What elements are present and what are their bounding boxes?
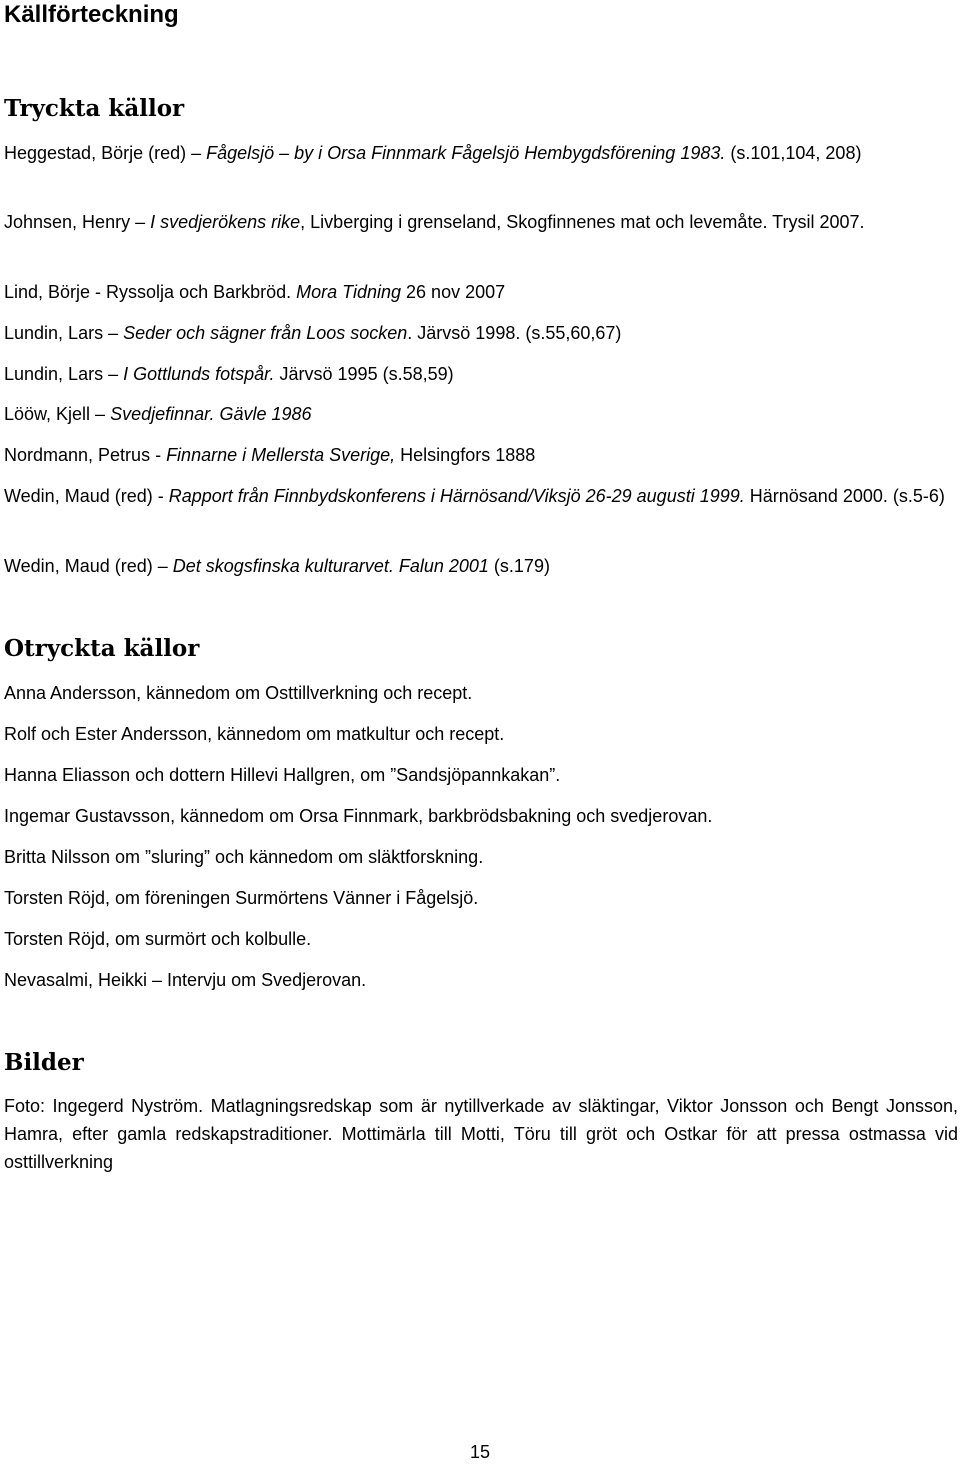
source-item: Ingemar Gustavsson, kännedom om Orsa Finnmark, barkbrödsbakning och svedjerovan. [4,806,713,826]
heading-unprinted-sources: Otryckta källor [4,635,200,662]
reference-item: Wedin, Maud (red) – Det skogsfinska kulturarvet. Falun 2001 (s.179) [4,556,550,576]
page-title: Källförteckning [4,1,179,28]
heading-images: Bilder [4,1049,84,1076]
reference-item: Lööw, Kjell – Svedjefinnar. Gävle 1986 [4,404,312,424]
heading-printed-sources: Tryckta källor [4,95,185,122]
images-caption: Foto: Ingegerd Nyström. Matlagningsredskap som är nytillverkade av släktingar, Viktor Jonsson och Bengt Jonsson, Hamra, efter gamla redskapstraditioner. Mottimärla till Motti, Töru till gröt och Ostkar för att pressa ostmassa vid osttillverkning [4,1096,958,1172]
page-number: 15 [469,1442,491,1462]
source-item: Torsten Röjd, om föreningen Surmörtens Vänner i Fågelsjö. [4,888,479,908]
reference-item: Johnsen, Henry – I svedjerökens rike, Livberging i grenseland, Skogfinnenes mat och levemåte. Trysil 2007. [4,212,865,232]
source-item: Nevasalmi, Heikki – Intervju om Svedjerovan. [4,970,367,990]
source-item: Torsten Röjd, om surmört och kolbulle. [4,929,312,949]
source-item: Rolf och Ester Andersson, kännedom om matkultur och recept. [4,724,505,744]
reference-item: Heggestad, Börje (red) – Fågelsjö – by i Orsa Finnmark Fågelsjö Hembygdsförening 1983. (s.101,104, 208) [4,143,862,163]
reference-item: Nordmann, Petrus - Finnarne i Mellersta Sverige, Helsingfors 1888 [4,445,536,465]
reference-item: Lundin, Lars – I Gottlunds fotspår. Järvsö 1995 (s.58,59) [4,364,454,384]
reference-item: Lind, Börje - Ryssolja och Barkbröd. Mora Tidning 26 nov 2007 [4,282,506,302]
source-item: Hanna Eliasson och dottern Hillevi Hallgren, om ”Sandsjöpannkakan”. [4,765,561,785]
source-item: Anna Andersson, kännedom om Osttillverkning och recept. [4,683,473,703]
reference-item: Wedin, Maud (red) - Rapport från Finnbydskonferens i Härnösand/Viksjö 26-29 augusti 1999. Härnösand 2000. (s.5-6) [4,486,945,506]
source-item: Britta Nilsson om ”sluring” och kännedom om släktforskning. [4,847,484,867]
reference-item: Lundin, Lars – Seder och sägner från Loos socken. Järvsö 1998. (s.55,60,67) [4,323,622,343]
